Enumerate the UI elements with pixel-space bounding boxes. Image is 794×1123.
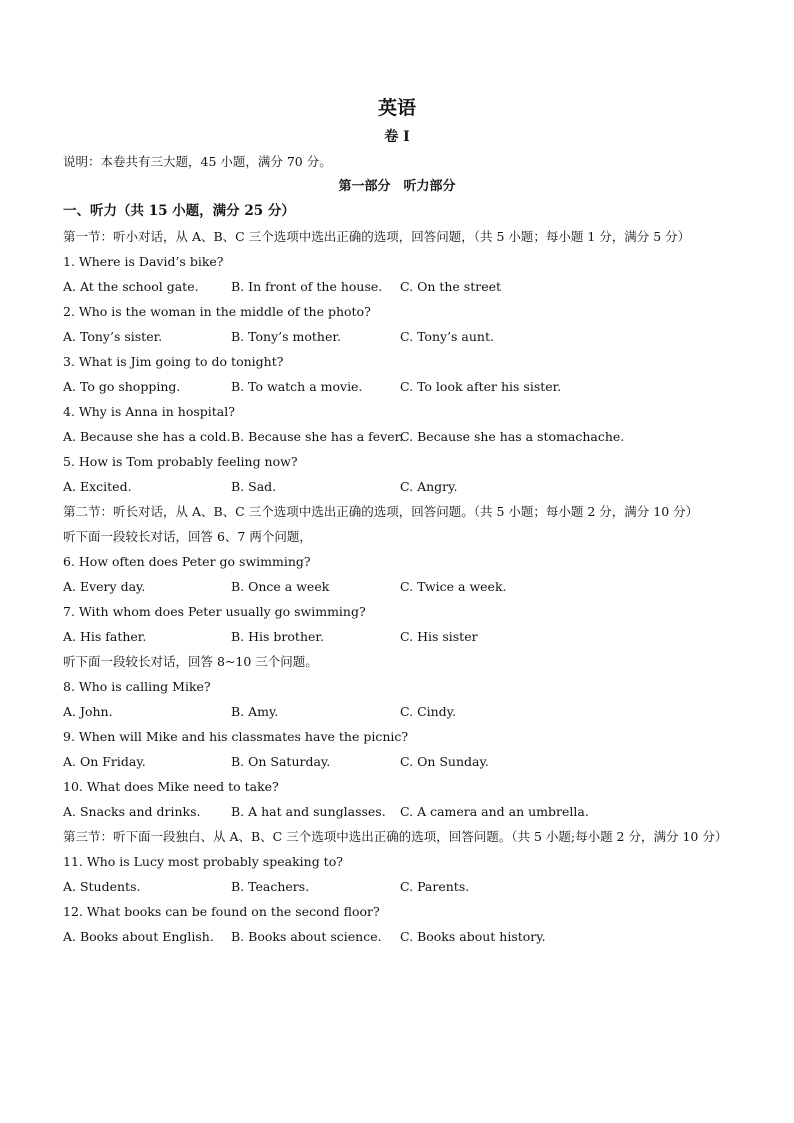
option-b: B. Books about science. (231, 929, 382, 944)
question-text: 5. How is Tom probably feeling now? (63, 454, 298, 469)
question-text: 4. Why is Anna in hospital? (63, 404, 235, 419)
page-title: 英语 (377, 97, 416, 119)
question-text: 7. With whom does Peter usually go swimming? (63, 604, 366, 619)
option-a: A. Snacks and drinks. (63, 804, 201, 819)
option-c: C. A camera and an umbrella. (400, 804, 589, 819)
question-block (63, 349, 731, 399)
option-c: C. His sister (400, 629, 478, 644)
option-a: A. Books about English. (63, 929, 214, 944)
option-a: A. John. (63, 704, 113, 719)
option-c: C. To look after his sister. (400, 379, 562, 394)
question-block (63, 724, 731, 774)
option-b: B. His brother. (231, 629, 324, 644)
option-c: C. Cindy. (400, 704, 457, 719)
question-block (63, 774, 731, 824)
option-b: B. Tony’s mother. (231, 329, 341, 344)
question-block (63, 399, 731, 449)
options-row (63, 574, 731, 599)
options-row (63, 474, 731, 499)
question-block (63, 299, 731, 349)
option-c: C. On Sunday. (400, 754, 489, 769)
volume-label: 卷 I (384, 129, 410, 145)
question-block (63, 249, 731, 299)
option-b: B. Amy. (231, 704, 279, 719)
option-c: C. Books about history. (400, 929, 546, 944)
option-c: C. Parents. (400, 879, 470, 894)
options-row (63, 924, 731, 949)
question-text: 3. What is Jim going to do tonight? (63, 354, 284, 369)
options-row (63, 799, 731, 824)
listening-heading: 一、听力（共 15 小题，满分 25 分） (63, 203, 295, 219)
question-text: 11. Who is Lucy most probably speaking to? (63, 854, 343, 869)
options-row (63, 374, 731, 399)
question-text: 12. What books can be found on the second floor? (63, 904, 380, 919)
option-b: B. Once a week (231, 579, 330, 594)
option-b: B. To watch a movie. (231, 379, 363, 394)
question-block (63, 449, 731, 499)
option-b: B. Sad. (231, 479, 277, 494)
option-a: A. Every day. (63, 579, 146, 594)
exam-page (63, 94, 731, 949)
options-row (63, 749, 731, 774)
option-a: A. Because she has a cold. (63, 429, 231, 444)
part-title: 第一部分 听力部分 (338, 179, 456, 194)
option-b: B. In front of the house. (231, 279, 383, 294)
question-text: 8. Who is calling Mike? (63, 679, 211, 694)
section-2-instructions: 第二节：听长对话，从 A、B、C 三个选项中选出正确的选项，回答问题。（共 5 小题；每小题 2 分，满分 10 分） (63, 504, 699, 519)
question-block (63, 549, 731, 599)
option-b: B. Because she has a fever. (231, 429, 404, 444)
option-a: A. Students. (63, 879, 141, 894)
dialog-note: 听下面一段较长对话，回答 6、7 两个问题， (63, 529, 312, 544)
option-a: A. To go shopping. (63, 379, 181, 394)
option-a: A. Excited. (63, 479, 132, 494)
option-a: A. His father. (63, 629, 147, 644)
option-c: C. On the street (400, 279, 502, 294)
option-c: C. Angry. (400, 479, 458, 494)
option-b: B. Teachers. (231, 879, 310, 894)
option-c: C. Because she has a stomachache. (400, 429, 625, 444)
question-text: 6. How often does Peter go swimming? (63, 554, 311, 569)
question-block (63, 674, 731, 724)
option-a: A. At the school gate. (63, 279, 199, 294)
question-block (63, 849, 731, 899)
option-b: B. A hat and sunglasses. (231, 804, 386, 819)
option-a: A. Tony’s sister. (63, 329, 163, 344)
question-block (63, 599, 731, 649)
option-c: C. Tony’s aunt. (400, 329, 494, 344)
dialog-note: 听下面一段较长对话，回答 8~10 三个问题。 (63, 654, 318, 669)
question-text: 9. When will Mike and his classmates have the picnic? (63, 729, 409, 744)
section-1-instructions: 第一节：听小对话，从 A、B、C 三个选项中选出正确的选项，回答问题，（共 5 小题；每小题 1 分，满分 5 分） (63, 229, 691, 244)
instructions: 说明：本卷共有三大题，45 小题，满分 70 分。 (63, 154, 332, 169)
options-row (63, 324, 731, 349)
options-row (63, 424, 731, 449)
options-row (63, 274, 731, 299)
option-c: C. Twice a week. (400, 579, 507, 594)
options-row (63, 874, 731, 899)
section-3-instructions: 第三节：听下面一段独白、从 A、B、C 三个选项中选出正确的选项，回答问题。（共 5 小题;每小题 2 分，满分 10 分） (63, 829, 728, 844)
option-b: B. On Saturday. (231, 754, 331, 769)
options-row (63, 624, 731, 649)
question-text: 1. Where is David’s bike? (63, 254, 224, 269)
options-row (63, 699, 731, 724)
option-a: A. On Friday. (63, 754, 146, 769)
question-text: 2. Who is the woman in the middle of the photo? (63, 304, 371, 319)
question-block (63, 899, 731, 949)
question-text: 10. What does Mike need to take? (63, 779, 279, 794)
